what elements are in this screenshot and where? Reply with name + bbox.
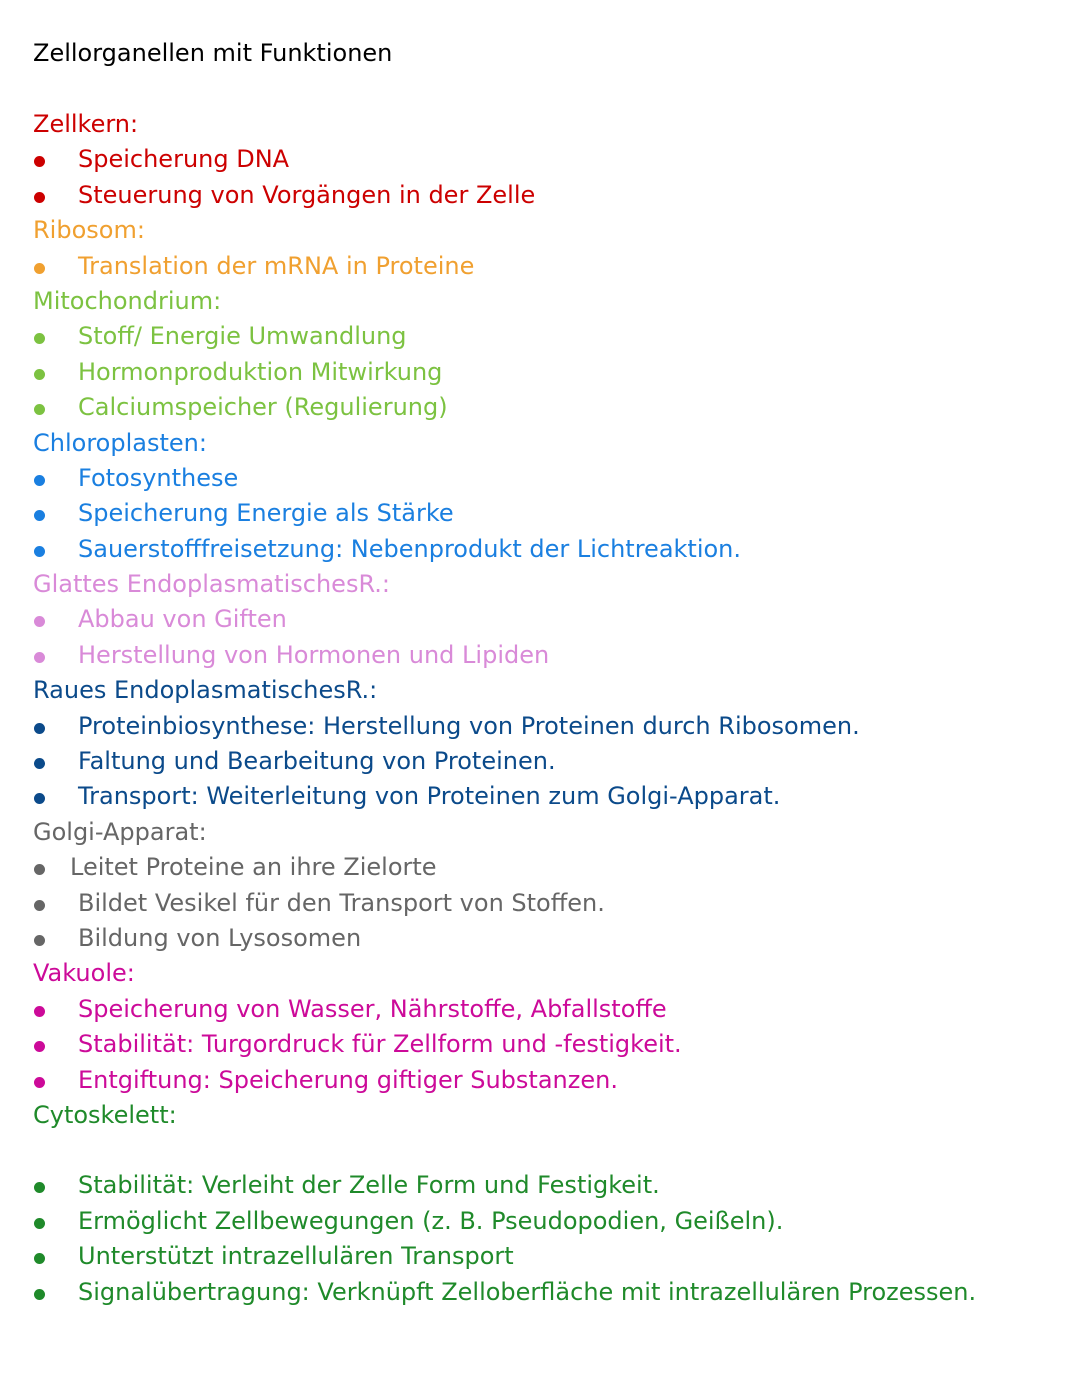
list-item — [33, 178, 1053, 213]
list-item — [33, 709, 1053, 744]
list-item-text: Unterstützt intrazellulären Transport — [78, 1242, 514, 1271]
bullet-icon — [34, 758, 45, 769]
bullet-icon — [34, 369, 45, 380]
list-item — [33, 744, 1053, 779]
list-item-text: Hormonproduktion Mitwirkung — [78, 357, 443, 386]
list-item — [33, 886, 1053, 921]
list-item — [33, 1168, 1053, 1203]
bullet-icon — [34, 935, 45, 946]
list-item — [33, 461, 1053, 496]
section-heading: Ribosom: — [33, 216, 145, 245]
bullet-icon — [34, 546, 45, 557]
list-item — [33, 319, 1053, 354]
section-heading: Cytoskelett: — [33, 1100, 177, 1129]
list-item-text: Proteinbiosynthese: Herstellung von Proteinen durch Ribosomen. — [78, 711, 860, 740]
document-page — [33, 36, 1053, 1310]
section-glattes-er — [33, 567, 1053, 673]
spacer — [33, 71, 1053, 107]
list-item — [33, 992, 1053, 1027]
bullet-icon — [34, 156, 45, 167]
list-item — [33, 602, 1053, 637]
bullet-icon — [34, 1041, 45, 1052]
bullet-icon — [34, 723, 45, 734]
bullet-icon — [34, 1289, 45, 1300]
list-item — [33, 1063, 1053, 1098]
list-item-text: Entgiftung: Speicherung giftiger Substanzen. — [78, 1065, 618, 1094]
list-item — [33, 355, 1053, 390]
list-item-text: Sauerstofffreisetzung: Nebenprodukt der Lichtreaktion. — [78, 534, 742, 563]
list-item — [33, 779, 1053, 814]
bullet-icon — [34, 475, 45, 486]
list-item — [33, 1027, 1053, 1062]
bullet-icon — [34, 1253, 45, 1264]
list-item — [33, 249, 1053, 284]
bullet-icon — [34, 1218, 45, 1229]
section-heading: Mitochondrium: — [33, 286, 222, 315]
section-heading: Raues EndoplasmatischesR.: — [33, 676, 378, 705]
list-item-text: Faltung und Bearbeitung von Proteinen. — [78, 747, 556, 776]
list-item-text: Speicherung von Wasser, Nährstoffe, Abfallstoffe — [78, 994, 667, 1023]
list-item — [33, 1239, 1053, 1274]
list-item-text: Translation der mRNA in Proteine — [78, 251, 475, 280]
section-ribosom — [33, 213, 1053, 284]
bullet-icon — [34, 1077, 45, 1088]
bullet-icon — [34, 900, 45, 911]
list-item-text: Leitet Proteine an ihre Zielorte — [70, 853, 437, 882]
section-golgi — [33, 815, 1053, 957]
list-item-text: Stabilität: Verleiht der Zelle Form und Festigkeit. — [78, 1171, 660, 1200]
section-mitochondrium — [33, 284, 1053, 426]
list-item — [33, 638, 1053, 673]
list-item-text: Stoff/ Energie Umwandlung — [78, 322, 407, 351]
bullet-icon — [34, 864, 45, 875]
section-chloroplasten — [33, 426, 1053, 568]
list-item-text: Steuerung von Vorgängen in der Zelle — [78, 180, 536, 209]
list-item-text: Transport: Weiterleitung von Proteinen zum Golgi-Apparat. — [78, 782, 781, 811]
list-item — [33, 921, 1053, 956]
section-cytoskelett — [33, 1098, 1053, 1310]
spacer — [33, 1133, 1053, 1168]
list-item-text: Abbau von Giften — [78, 605, 287, 634]
list-item-text: Speicherung Energie als Stärke — [78, 499, 454, 528]
list-item — [33, 532, 1053, 567]
page-title: Zellorganellen mit Funktionen — [33, 39, 393, 67]
list-item — [33, 390, 1053, 425]
bullet-icon — [34, 404, 45, 415]
list-item-text: Herstellung von Hormonen und Lipiden — [78, 640, 550, 669]
section-heading: Chloroplasten: — [33, 428, 207, 457]
section-heading: Vakuole: — [33, 959, 135, 988]
list-item-text: Fotosynthese — [78, 463, 239, 492]
section-heading: Glattes EndoplasmatischesR.: — [33, 570, 390, 599]
section-heading: Zellkern: — [33, 110, 139, 138]
list-item-text: Ermöglicht Zellbewegungen (z. B. Pseudopodien, Geißeln). — [78, 1206, 784, 1235]
bullet-icon — [34, 192, 45, 203]
bullet-icon — [34, 652, 45, 663]
list-item-text: Stabilität: Turgordruck für Zellform und -festigkeit. — [78, 1030, 682, 1059]
bullet-icon — [34, 1182, 45, 1193]
list-item — [33, 496, 1053, 531]
list-item-text: Calciumspeicher (Regulierung) — [78, 393, 448, 422]
list-item-text: Bildet Vesikel für den Transport von Stoffen. — [78, 888, 605, 917]
list-item-text: Bildung von Lysosomen — [78, 923, 362, 952]
bullet-icon — [34, 263, 45, 274]
list-item — [33, 850, 1053, 885]
list-item — [33, 142, 1053, 177]
bullet-icon — [34, 510, 45, 521]
list-item-text: Speicherung DNA — [78, 145, 290, 174]
bullet-icon — [34, 333, 45, 344]
bullet-icon — [34, 793, 45, 804]
list-item-text: Signalübertragung: Verknüpft Zelloberfläche mit intrazellulären Prozessen. — [78, 1277, 977, 1306]
list-item — [33, 1275, 1053, 1310]
list-item — [33, 1204, 1053, 1239]
bullet-icon — [34, 1006, 45, 1017]
bullet-icon — [34, 616, 45, 627]
section-zellkern — [33, 107, 1053, 213]
section-vakuole — [33, 956, 1053, 1098]
section-raues-er — [33, 673, 1053, 815]
section-heading: Golgi-Apparat: — [33, 817, 207, 846]
